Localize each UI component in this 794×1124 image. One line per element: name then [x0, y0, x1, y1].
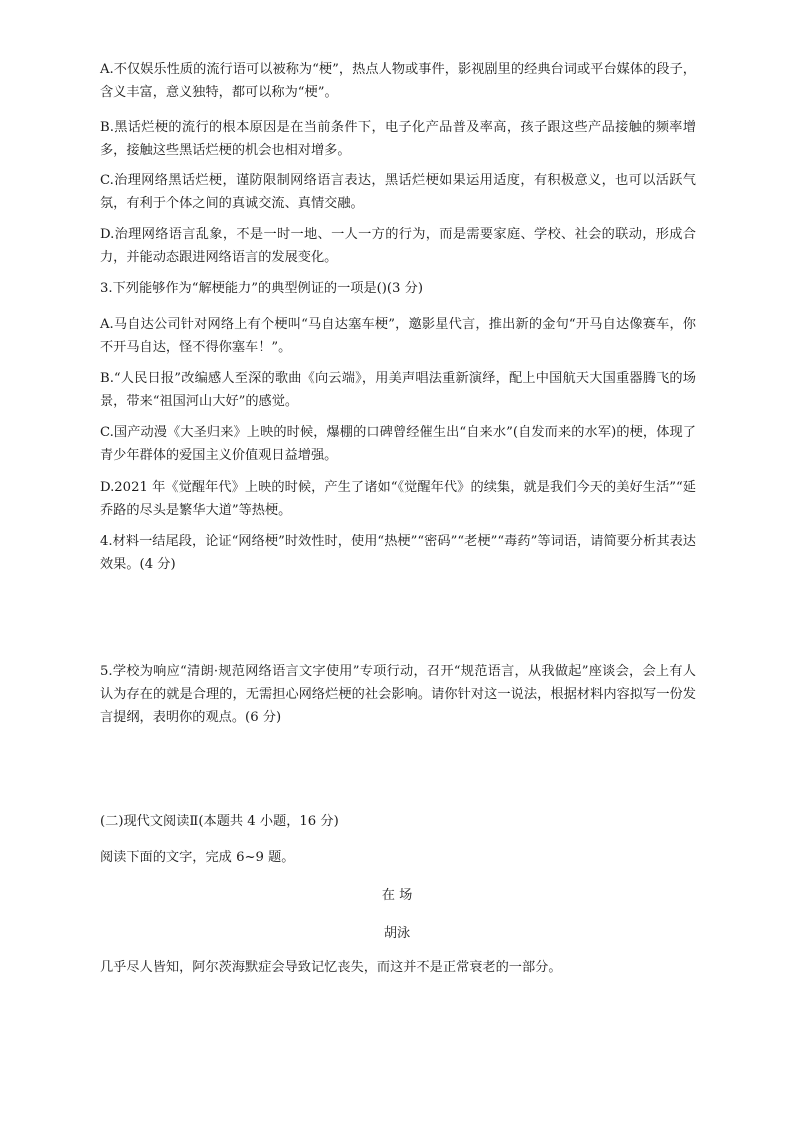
- q3-option-a: A.马自达公司针对网络上有个梗叫“马自达塞车梗”，邀影星代言，推出新的金句“开马自达像赛车，你不开马自达，怪不得你塞车！”。: [100, 317, 696, 355]
- q2-option-c: C.治理网络黑话烂梗，谨防限制网络语言表达，黑话烂梗如果运用适度，有积极意义，也可以活跃气氛，有利于个体之间的真诚交流、真情交融。: [100, 173, 696, 211]
- section-instruction: 阅读下面的文字，完成 6~9 题。: [100, 850, 295, 865]
- q2-option-a: A.不仅娱乐性质的流行语可以被称为“梗”，热点人物或事件，影视剧里的经典台词或平台媒体的段子，含义丰富，意义独特，都可以称为“梗”。: [100, 62, 696, 100]
- q3-option-b: B.“人民日报”改编感人至深的歌曲《向云端》，用美声唱法重新演绎，配上中国航天大国重器腾飞的场景，带来“祖国河山大好”的感觉。: [100, 371, 696, 409]
- article-first-paragraph: 几乎尽人皆知，阿尔茨海默症会导致记忆丧失，而这并不是正常衰老的一部分。: [100, 960, 562, 975]
- q2-option-d: D.治理网络语言乱象，不是一时一地、一人一方的行为，而是需要家庭、学校、社会的联动，形成合力，并能动态跟进网络语言的发展变化。: [100, 227, 696, 265]
- q3-option-d: D.2021 年《觉醒年代》上映的时候，产生了诸如“《觉醒年代》的续集，就是我们今天的美好生活”“延乔路的尽头是繁华大道”等热梗。: [100, 480, 696, 518]
- section-heading: (二)现代文阅读Ⅱ(本题共 4 小题，16 分): [100, 814, 339, 829]
- q3-stem: 3.下列能够作为“解梗能力”的典型例证的一项是()(3 分): [100, 281, 423, 296]
- q3-option-c: C.国产动漫《大圣归来》上映的时候，爆棚的口碑曾经催生出“自来水”(自发而来的水军)的梗，体现了青少年群体的爱国主义价值观日益增强。: [100, 425, 696, 463]
- q2-option-b: B.黑话烂梗的流行的根本原因是在当前条件下，电子化产品普及率高，孩子跟这些产品接触的频率增多，接触这些黑话烂梗的机会也相对增多。: [100, 120, 696, 158]
- article-title: 在 场: [381, 888, 413, 903]
- article-author: 胡泳: [383, 926, 411, 941]
- q4-question: 4.材料一结尾段，论证“网络梗”时效性时，使用“热梗”“密码”“老梗”“毒药”等词语，请简要分析其表达效果。(4 分): [100, 534, 696, 572]
- q5-question: 5.学校为响应“清朗·规范网络语言文字使用”专项行动，召开“规范语言，从我做起”座谈会，会上有人认为存在的就是合理的，无需担心网络烂梗的社会影响。请你针对这一说法，根据材料内容拟写一份发言提纲，表明你的观点。(6 分): [100, 664, 696, 725]
